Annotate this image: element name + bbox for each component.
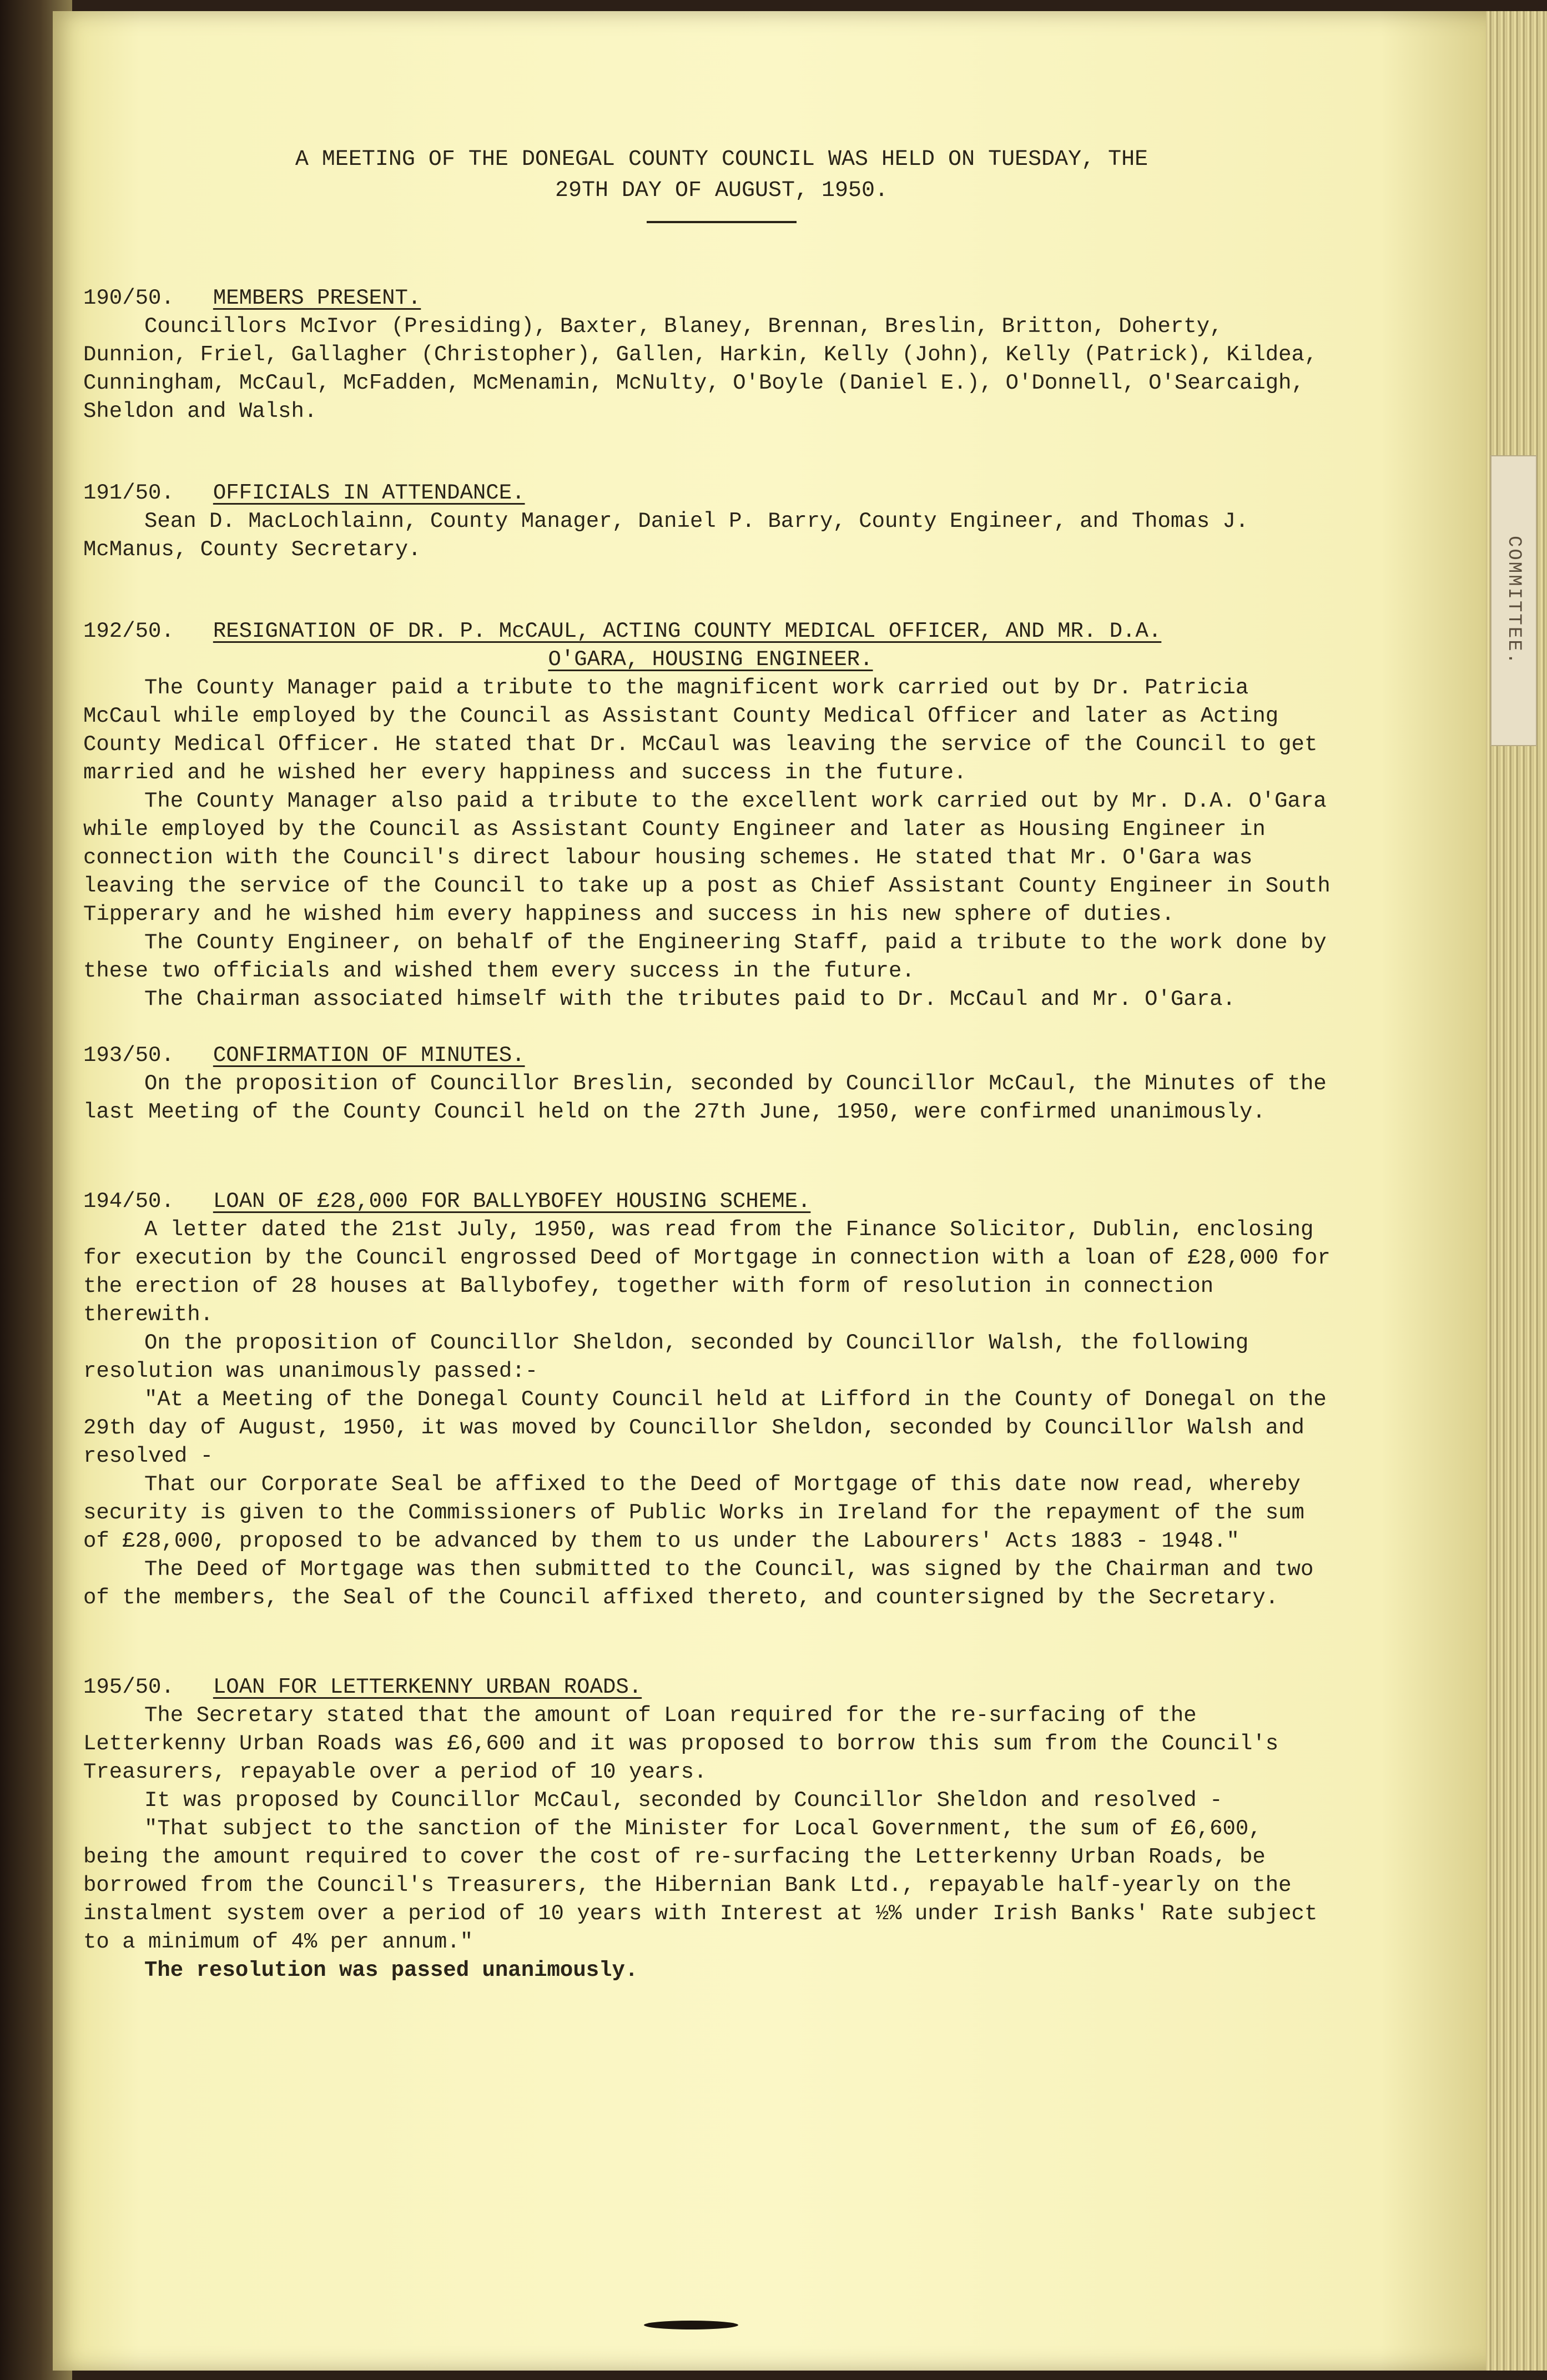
- item-heading-line2: O'GARA, HOUSING ENGINEER.: [548, 647, 873, 672]
- minute-item-194: [83, 1188, 1338, 1612]
- item-paragraph: The County Manager also paid a tribute to the excellent work carried out by Mr. D.A. O'Gara while employed by the Council as Assistant County Engineer and later as Housing Engineer in connection with the Council's direct labour housing schemes. He stated that Mr. O'Gara was leaving the service of the Council to take up a post as Chief Assistant County Engineer in South Tipperary and he wished him every happiness and success in his new sphere of duties.: [83, 789, 1331, 927]
- minute-item-195: [83, 1673, 1338, 1985]
- item-text: Sean D. MacLochlainn, County Manager, Daniel P. Barry, County Engineer, and Thomas J. McManus, County Secretary.: [83, 509, 1249, 562]
- item-number: 194/50.: [83, 1189, 174, 1214]
- item-paragraph: The County Engineer, on behalf of the Engineering Staff, paid a tribute to the work done by these two officials and wished them every success in the future.: [83, 930, 1327, 983]
- item-heading: OFFICIALS IN ATTENDANCE.: [213, 481, 525, 505]
- item-paragraph: The resolution was passed unanimously.: [144, 1958, 638, 1983]
- item-number: 195/50.: [83, 1675, 174, 1699]
- item-paragraph: The Secretary stated that the amount of Loan required for the re-surfacing of the Letterkenny Urban Roads was £6,600 and it was proposed to borrow this sum from the Council's Treasurers, repayable over a period of 10 years.: [83, 1703, 1279, 1784]
- item-paragraph: The Chairman associated himself with the tributes paid to Dr. McCaul and Mr. O'Gara.: [144, 987, 1236, 1012]
- item-paragraph: "At a Meeting of the Donegal County Council held at Lifford in the County of Donegal on the 29th day of August, 1950, it was moved by Councillor Sheldon, seconded by Councillor Walsh and resolved -: [83, 1387, 1327, 1468]
- item-paragraph: It was proposed by Councillor McCaul, seconded by Councillor Sheldon and resolved -: [144, 1788, 1223, 1813]
- item-paragraph: On the proposition of Councillor Sheldon, seconded by Councillor Walsh, the following resolution was unanimously passed:-: [83, 1331, 1249, 1383]
- item-paragraph: That our Corporate Seal be affixed to the Deed of Mortgage of this date now read, whereby security is given to the Commissioners of Public Works in Ireland for the repayment of the sum of £28,000, proposed to be advanced by them to us under the Labourers' Acts 1883 - 1948.": [83, 1472, 1304, 1553]
- item-text: Councillors McIvor (Presiding), Baxter, Blaney, Brennan, Breslin, Britton, Doherty, Dunnion, Friel, Gallagher (Christopher), Gallen, Harkin, Kelly (John), Kelly (Patrick), Kildea, Cunningham, McCaul, McFadden, McMenamin, McNulty, O'Boyle (Daniel E.), O'Donnell, O'Searcaigh, Sheldon and Walsh.: [83, 314, 1318, 424]
- minute-item-190: [83, 284, 1338, 426]
- item-paragraph: "That subject to the sanction of the Minister for Local Government, the sum of £6,600, being the amount required to cover the cost of re-surfacing the Letterkenny Urban Roads, be borrowed from the Council's Treasurers, the Hibernian Bank Ltd., repayable half-yearly on the instalment system over a period of 10 years with Interest at ½% under Irish Banks' Rate subject to a minimum of 4% per annum.": [83, 1817, 1318, 1954]
- page-tear-mark: [644, 2321, 738, 2329]
- item-heading: MEMBERS PRESENT.: [213, 286, 421, 310]
- committee-tab[interactable]: [1490, 455, 1537, 746]
- item-text: On the proposition of Councillor Breslin, seconded by Councillor McCaul, the Minutes of the last Meeting of the County Council held on the 27th June, 1950, were confirmed unanimously.: [83, 1071, 1327, 1124]
- committee-tab-label: COMMITTEE.: [1503, 535, 1524, 666]
- item-paragraph: A letter dated the 21st July, 1950, was read from the Finance Solicitor, Dublin, enclosing for execution by the Council engrossed Deed of Mortgage in connection with a loan of £28,000 for the erection of 28 houses at Ballybofey, together with form of resolution in connection therewith.: [83, 1217, 1331, 1327]
- item-number: 193/50.: [83, 1043, 174, 1068]
- title-divider: [647, 221, 797, 223]
- item-paragraph: The County Manager paid a tribute to the magnificent work carried out by Dr. Patricia McCaul while employed by the Council as Assistant County Medical Officer and later as Acting County Medical Officer. He stated that Dr. McCaul was leaving the service of the Council to get married and he wished her every happiness and success in the future.: [83, 676, 1318, 785]
- item-number: 190/50.: [83, 286, 174, 310]
- minute-item-192: [83, 617, 1338, 1014]
- meeting-title-line2: 29TH DAY OF AUGUST, 1950.: [555, 178, 889, 203]
- item-paragraph: The Deed of Mortgage was then submitted to the Council, was signed by the Chairman and two of the members, the Seal of the Council affixed thereto, and countersigned by the Secretary.: [83, 1557, 1314, 1610]
- meeting-title: [105, 144, 1338, 207]
- meeting-title-line1: A MEETING OF THE DONEGAL COUNTY COUNCIL WAS HELD ON TUESDAY, THE: [295, 147, 1148, 172]
- item-number: 192/50.: [83, 619, 174, 643]
- item-number: 191/50.: [83, 481, 174, 505]
- item-heading: LOAN OF £28,000 FOR BALLYBOFEY HOUSING SCHEME.: [213, 1189, 811, 1214]
- minute-item-191: [83, 479, 1338, 564]
- page-stack-edge: [1486, 11, 1547, 2371]
- item-heading-line1: RESIGNATION OF DR. P. McCAUL, ACTING COUNTY MEDICAL OFFICER, AND MR. D.A.: [213, 619, 1162, 643]
- item-heading: CONFIRMATION OF MINUTES.: [213, 1043, 525, 1068]
- minutes-document: [83, 144, 1338, 1985]
- minute-item-193: [83, 1041, 1338, 1126]
- item-heading: LOAN FOR LETTERKENNY URBAN ROADS.: [213, 1675, 642, 1699]
